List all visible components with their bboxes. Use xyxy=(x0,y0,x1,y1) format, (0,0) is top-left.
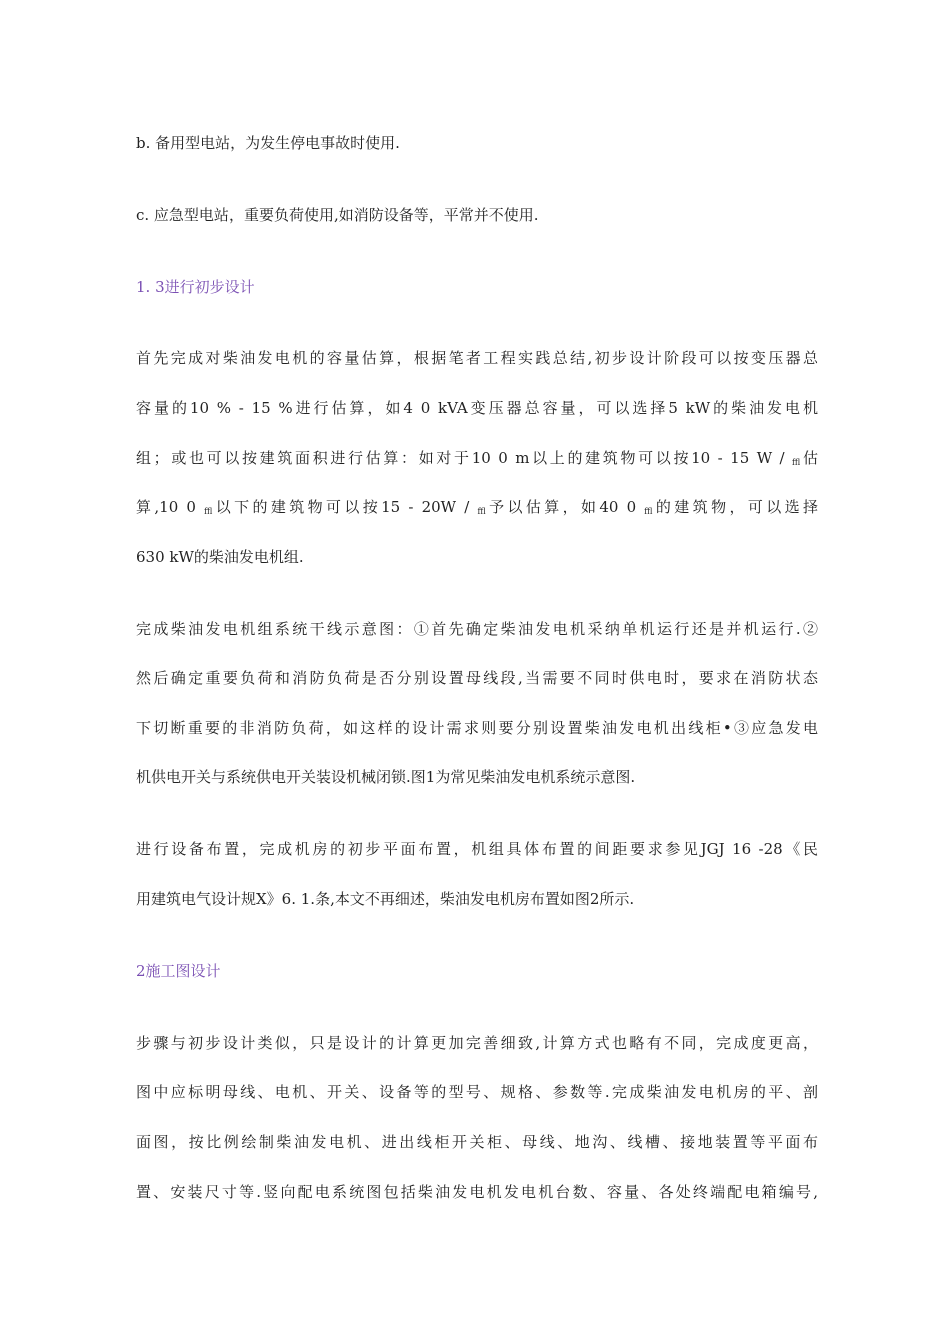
paragraph-line: 置、安装尺寸等.竖向配电系统图包括柴油发电机发电机台数、容量、各处终端配电箱编号, xyxy=(136,1183,818,1201)
unit-subscript: ffl xyxy=(477,507,486,516)
paragraph-line: 容量的10 % - 15 %进行估算，如4 0 kVA变压器总容量，可以选择5 kW的柴油发电机 xyxy=(136,399,818,417)
text-run: 算,10 0 xyxy=(136,498,196,516)
unit-subscript: ffl xyxy=(792,458,801,467)
text-run: 组；或也可以按建筑面积进行估算：如对于10 0 m以上的建筑物可以按10 - 15 W / xyxy=(136,449,785,467)
section-heading-2: 2施工图设计 xyxy=(136,962,221,980)
paragraph-line: 步骤与初步设计类似，只是设计的计算更加完善细致,计算方式也略有不同，完成度更高， xyxy=(136,1034,818,1052)
text-run: 以下的建筑物可以按15 - 20W / xyxy=(212,498,470,516)
paragraph-line: 面图，按比例绘制柴油发电机、进出线柜开关柜、母线、地沟、线槽、接地装置等平面布 xyxy=(136,1133,818,1151)
paragraph-line: 630 kW的柴油发电机组. xyxy=(136,548,304,566)
unit-subscript: ffl xyxy=(204,507,213,516)
paragraph-line: 机供电开关与系统供电开关装设机械闭锁.图1为常见柴油发电机系统示意图. xyxy=(136,768,636,786)
section-heading-1-3: 1. 3进行初步设计 xyxy=(136,278,255,296)
list-item-c: c. 应急型电站，重要负荷使用,如消防设备等，平常并不使用. xyxy=(136,206,539,224)
paragraph-line: 首先完成对柴油发电机的容量估算，根据笔者工程实践总结,初步设计阶段可以按变压器总 xyxy=(136,349,818,367)
paragraph-line xyxy=(136,497,818,522)
paragraph-line: 图中应标明母线、电机、开关、设备等的型号、规格、参数等.完成柴油发电机房的平、剖 xyxy=(136,1083,818,1101)
text-run: 予以估算，如40 0 xyxy=(485,498,637,516)
paragraph-line: 然后确定重要负荷和消防负荷是否分别设置母线段,当需要不同时供电时，要求在消防状态 xyxy=(136,669,818,687)
text-run: 估 xyxy=(800,449,818,467)
paragraph-line xyxy=(136,448,818,473)
unit-subscript: ffl xyxy=(644,507,653,516)
text-run: 的建筑物，可以选择 xyxy=(652,498,818,516)
paragraph-line: 下切断重要的非消防负荷，如这样的设计需求则要分别设置柴油发电机出线柜•③应急发电 xyxy=(136,719,818,737)
paragraph-line: 进行设备布置，完成机房的初步平面布置，机组具体布置的间距要求参见JGJ 16 -28《民 xyxy=(136,840,818,858)
paragraph-line: 用建筑电气设计规X》6. 1.条,本文不再细述，柴油发电机房布置如图2所示. xyxy=(136,890,635,908)
paragraph-line: 完成柴油发电机组系统干线示意图：①首先确定柴油发电机采纳单机运行还是并机运行.② xyxy=(136,620,818,638)
list-item-b: b. 备用型电站，为发生停电事故时使用. xyxy=(136,134,400,152)
